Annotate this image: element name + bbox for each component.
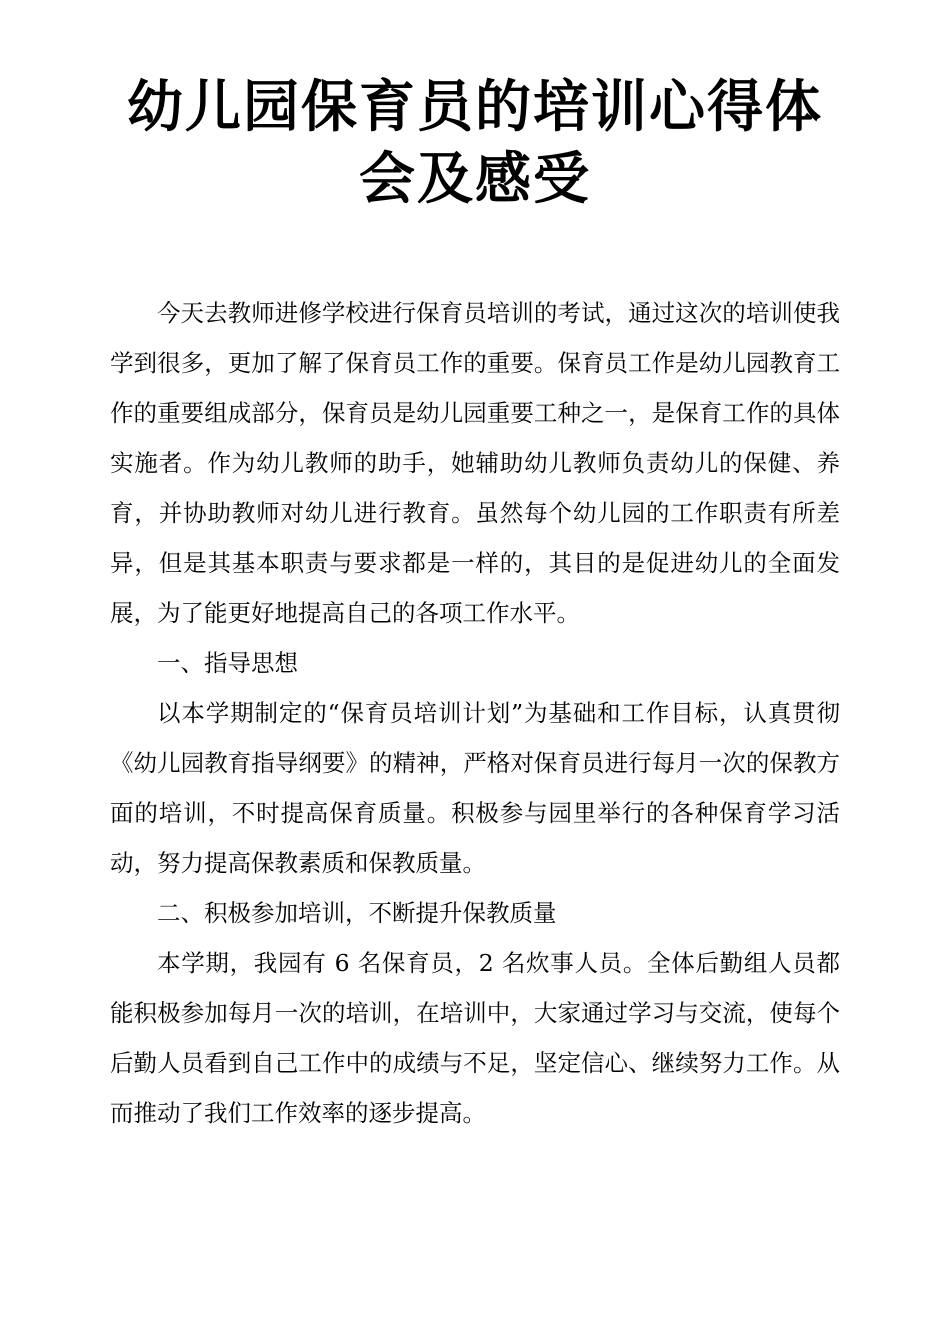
document-body <box>110 288 840 1138</box>
section-heading-training: 二、积极参加培训，不断提升保教质量 <box>157 899 557 927</box>
document-title <box>110 72 840 216</box>
paragraph-intro: 今天去教师进修学校进行保育员培训的考试，通过这次的培训使我学到很多，更加了解了保育员工作的重要。保育员工作是幼儿园教育工作的重要组成部分，保育员是幼儿园重要工种之一，是保育工作的具体实施者。作为幼儿教师的助手，她辅助幼儿教师负责幼儿的保健、养育，并协助教师对幼儿进行教育。虽然每个幼儿园的工作职责有所差异，但是其基本职责与要求都是一样的，其目的是促进幼儿的全面发展，为了能更好地提高自己的各项工作水平。 <box>110 299 840 627</box>
paragraph-training: 本学期，我园有 6 名保育员，2 名炊事人员。全体后勤组人员都能积极参加每月一次的培训，在培训中，大家通过学习与交流，使每个后勤人员看到自己工作中的成绩与不足，坚定信心、继续努力工作。从而推动了我们工作效率的逐步提高。 <box>110 949 840 1127</box>
title-line-1: 幼儿园保育员的培训心得体 <box>127 75 823 140</box>
section-heading-guiding-ideas: 一、指导思想 <box>157 649 298 677</box>
title-line-2: 会及感受 <box>359 147 591 212</box>
paragraph-guiding-ideas: 以本学期制定的“保育员培训计划”为基础和工作目标，认真贯彻《幼儿园教育指导纲要》的精神，严格对保育员进行每月一次的保教方面的培训，不时提高保育质量。积极参与园里举行的各种保育学习活动，努力提高保教素质和保教质量。 <box>110 699 840 877</box>
